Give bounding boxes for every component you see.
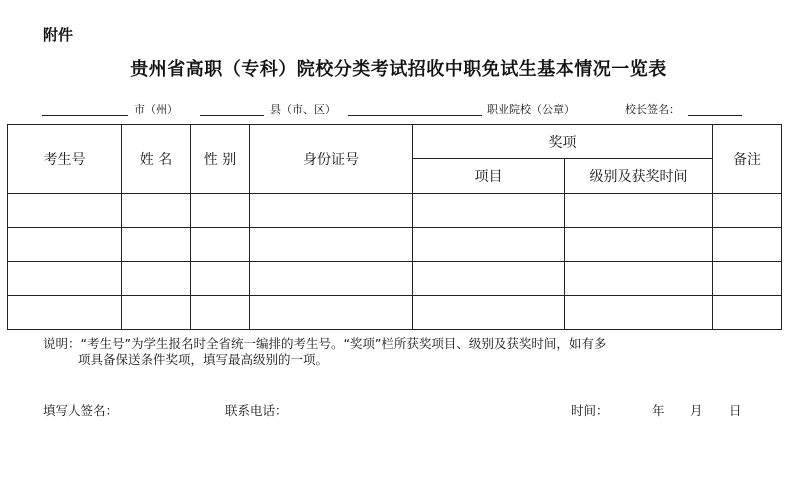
gender-cell[interactable] [191, 296, 250, 330]
city-blank[interactable] [42, 115, 128, 116]
name-cell[interactable] [122, 262, 191, 296]
county-label: 县（市、区） [270, 103, 336, 116]
filler-signature-label: 填写人签名： [43, 403, 119, 418]
table-row [8, 262, 782, 296]
day-label: 日 [729, 403, 742, 418]
month-label: 月 [690, 403, 703, 418]
time-label: 时间： [571, 403, 609, 418]
exam-no-cell[interactable] [8, 194, 122, 228]
note-line-2: 项具备保送条件奖项，填写最高级别的一项。 [78, 352, 329, 367]
name-cell[interactable] [122, 228, 191, 262]
note-line-1: 说明：“考生号”为学生报名时全省统一编排的考生号。“奖项”栏所获奖项目、级别及获奖时间，如有多 [43, 336, 607, 351]
award-level-time-cell[interactable] [565, 194, 713, 228]
award-level-time-cell[interactable] [565, 296, 713, 330]
header-exam-no: 考生号 [8, 125, 122, 194]
year-label: 年 [652, 403, 665, 418]
name-cell[interactable] [122, 296, 191, 330]
remarks-cell[interactable] [713, 296, 782, 330]
award-level-time-cell[interactable] [565, 228, 713, 262]
gender-cell[interactable] [191, 262, 250, 296]
exam-no-cell[interactable] [8, 228, 122, 262]
table-row [8, 296, 782, 330]
header-gender: 性 别 [191, 125, 250, 194]
table-row [8, 228, 782, 262]
principal-label: 校长签名： [625, 103, 680, 116]
info-table [7, 124, 782, 330]
id-no-cell[interactable] [250, 228, 413, 262]
note [43, 336, 753, 368]
header-award-level-time: 级别及获奖时间 [565, 159, 713, 194]
remarks-cell[interactable] [713, 228, 782, 262]
phone-label: 联系电话： [225, 403, 288, 418]
remarks-cell[interactable] [713, 262, 782, 296]
award-item-cell[interactable] [413, 228, 565, 262]
exam-no-cell[interactable] [8, 262, 122, 296]
gender-cell[interactable] [191, 228, 250, 262]
award-item-cell[interactable] [413, 262, 565, 296]
id-no-cell[interactable] [250, 194, 413, 228]
award-item-cell[interactable] [413, 296, 565, 330]
header-awards: 奖项 [413, 125, 713, 159]
school-blank[interactable] [348, 115, 482, 116]
id-no-cell[interactable] [250, 296, 413, 330]
gender-cell[interactable] [191, 194, 250, 228]
attachment-label: 附件 [43, 26, 74, 44]
header-id-no: 身份证号 [250, 125, 413, 194]
award-level-time-cell[interactable] [565, 262, 713, 296]
award-item-cell[interactable] [413, 194, 565, 228]
principal-blank[interactable] [688, 115, 742, 116]
exam-no-cell[interactable] [8, 296, 122, 330]
county-blank[interactable] [200, 115, 264, 116]
table-row [8, 194, 782, 228]
fill-in-row [0, 100, 797, 120]
city-label: 市（州） [134, 103, 178, 116]
name-cell[interactable] [122, 194, 191, 228]
id-no-cell[interactable] [250, 262, 413, 296]
remarks-cell[interactable] [713, 194, 782, 228]
header-remarks: 备注 [713, 125, 782, 194]
page-title: 贵州省高职（专科）院校分类考试招收中职免试生基本情况一览表 [130, 59, 667, 80]
header-award-item: 项目 [413, 159, 565, 194]
header-name: 姓 名 [122, 125, 191, 194]
school-label: 职业院校（公章） [487, 103, 575, 116]
